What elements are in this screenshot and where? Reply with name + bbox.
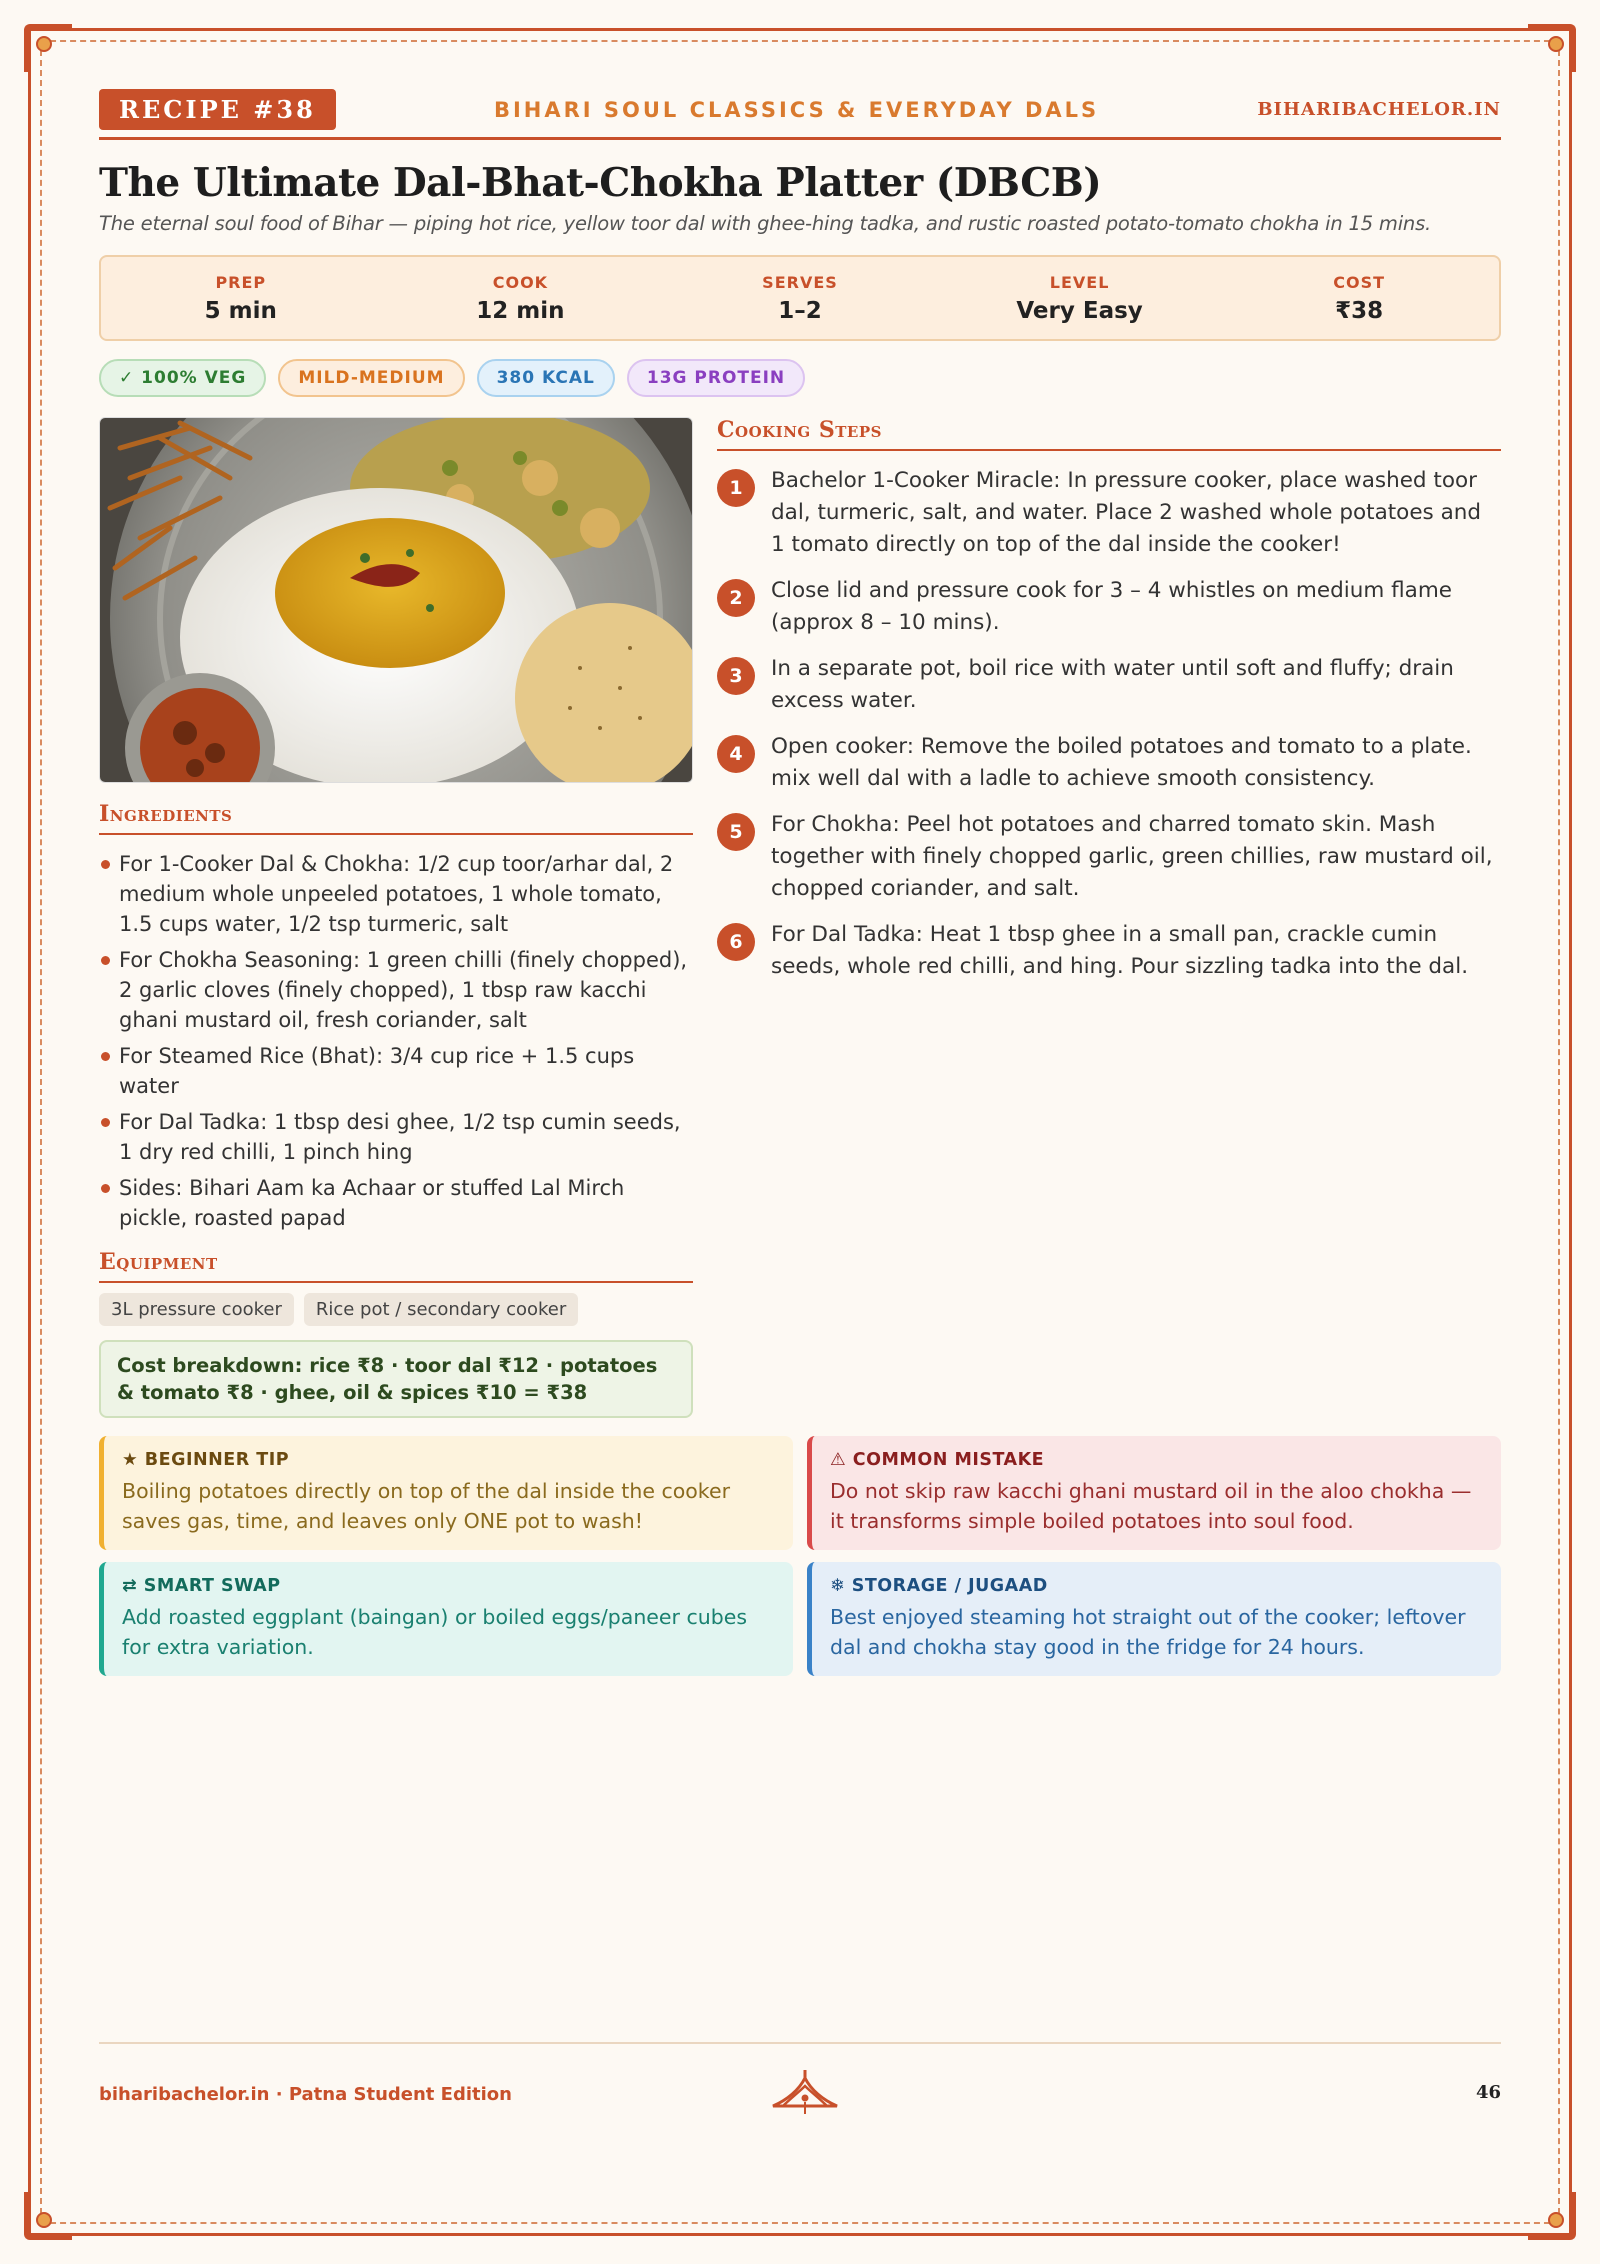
ingredient-item: For 1-Cooker Dal & Chokha: 1/2 cup toor/arhar dal, 2 medium whole unpeeled potatoes, 1 whole tomato, 1.5 cups water, 1/2 tsp turmeric, salt <box>99 849 693 939</box>
step-text: For Dal Tadka: Heat 1 tbsp ghee in a small pan, crackle cumin seeds, whole red chilli, and hing. Pour sizzling tadka into the dal. <box>771 922 1469 979</box>
page-footer <box>99 2042 1501 2142</box>
step-text: Open cooker: Remove the boiled potatoes and tomato to a plate. mix well dal with a ladle to achieve smooth consistency. <box>771 734 1472 791</box>
meta-value: Very Easy <box>1016 297 1143 324</box>
tag-calories: 380 KCAL <box>477 359 615 397</box>
tip-title: ⚠ COMMON MISTAKE <box>830 1450 1045 1470</box>
tips-grid <box>99 1436 1501 1676</box>
tag-spice-level: MILD-MEDIUM <box>278 359 464 397</box>
step-text: In a separate pot, boil rice with water until soft and fluffy; drain excess water. <box>771 656 1454 713</box>
tip-title: ❄ STORAGE / JUGAAD <box>830 1576 1048 1596</box>
equipment-heading: Equipment <box>99 1249 693 1283</box>
ingredient-item: For Dal Tadka: 1 tbsp desi ghee, 1/2 tsp cumin seeds, 1 dry red chilli, 1 pinch hing <box>99 1107 693 1167</box>
step-number: 2 <box>717 579 755 617</box>
meta-label: COST <box>1333 272 1386 292</box>
tag-protein: 13G PROTEIN <box>627 359 805 397</box>
recipe-title: The Ultimate Dal-Bhat-Chokha Platter (DBCB) <box>99 160 1102 206</box>
meta-value: 12 min <box>476 297 565 324</box>
step-number: 6 <box>717 923 755 961</box>
step-number: 4 <box>717 735 755 773</box>
step-number: 1 <box>717 469 755 507</box>
tag-veg: ✓ 100% VEG <box>99 359 266 397</box>
meta-value: ₹38 <box>1335 297 1384 324</box>
meta-level <box>940 273 1220 324</box>
content-columns <box>99 417 1501 1418</box>
meta-label: LEVEL <box>1049 272 1110 292</box>
tip-body: Boiling potatoes directly on top of the dal inside the cooker saves gas, time, and leaves only ONE pot to wash! <box>122 1479 730 1533</box>
step-item <box>717 575 1501 639</box>
step-item <box>717 465 1501 561</box>
site-name[interactable]: BIHARIBACHELOR.IN <box>1257 99 1501 120</box>
ingredients-list <box>99 849 693 1233</box>
equipment-chip: 3L pressure cooker <box>99 1293 294 1326</box>
tip-title: ★ BEGINNER TIP <box>122 1450 290 1470</box>
ingredient-item: For Chokha Seasoning: 1 green chilli (finely chopped), 2 garlic cloves (finely chopped), 1 tbsp raw kacchi ghani mustard oil, fresh coriander, salt <box>99 945 693 1035</box>
ingredient-item: For Steamed Rice (Bhat): 3/4 cup rice + 1.5 cups water <box>99 1041 693 1101</box>
meta-serves <box>660 273 940 324</box>
dal-bhat-chokha-plate-image <box>100 418 693 783</box>
right-column <box>717 417 1501 1418</box>
step-item <box>717 919 1501 983</box>
temple-arch-logo-icon <box>769 2068 841 2122</box>
common-mistake-card <box>807 1436 1501 1550</box>
corner-dot-tr <box>1548 36 1564 52</box>
step-item <box>717 809 1501 905</box>
equipment-chip: Rice pot / secondary cooker <box>304 1293 578 1326</box>
storage-jugaad-card <box>807 1562 1501 1676</box>
step-item <box>717 731 1501 795</box>
step-text: Close lid and pressure cook for 3 – 4 whistles on medium flame (approx 8 – 10 mins). <box>771 578 1452 635</box>
footer-site-edition[interactable]: biharibachelor.in · Patna Student Edition <box>99 2084 512 2105</box>
step-text: Bachelor 1-Cooker Miracle: In pressure cooker, place washed toor dal, turmeric, salt, and water. Place 2 washed whole potatoes and 1 tomato directly on top of the dal inside the cooker! <box>771 468 1482 557</box>
beginner-tip-card <box>99 1436 793 1550</box>
tip-title: ⇄ SMART SWAP <box>122 1576 281 1596</box>
left-column <box>99 417 693 1418</box>
step-text: For Chokha: Peel hot potatoes and charred tomato skin. Mash together with finely chopped garlic, green chillies, raw mustard oil, chopped coriander, and salt. <box>771 812 1493 901</box>
step-number: 5 <box>717 813 755 851</box>
tip-body: Do not skip raw kacchi ghani mustard oil in the aloo chokha — it transforms simple boiled potatoes into soul food. <box>830 1479 1472 1533</box>
tip-body: Add roasted eggplant (baingan) or boiled eggs/paneer cubes for extra variation. <box>122 1605 748 1659</box>
recipe-number-badge: RECIPE #38 <box>99 89 336 130</box>
recipe-meta-bar <box>99 255 1501 341</box>
smart-swap-card <box>99 1562 793 1676</box>
series-title: BIHARI SOUL CLASSICS & EVERYDAY DALS <box>493 97 1100 122</box>
meta-value: 5 min <box>204 297 277 324</box>
meta-prep <box>101 273 381 324</box>
ingredient-item: Sides: Bihari Aam ka Achaar or stuffed Lal Mirch pickle, roasted papad <box>99 1173 693 1233</box>
corner-dot-bl <box>36 2212 52 2228</box>
meta-cook <box>381 273 661 324</box>
cooking-steps-list <box>717 465 1501 983</box>
meta-label: PREP <box>215 272 267 292</box>
page-header <box>99 90 1501 140</box>
meta-cost <box>1219 273 1499 324</box>
recipe-subtitle: The eternal soul food of Bihar — piping hot rice, yellow toor dal with ghee-hing tadka, and rustic roasted potato-tomato chokha in 15 mins. <box>99 212 1432 235</box>
step-item <box>717 653 1501 717</box>
ingredients-heading: Ingredients <box>99 801 693 835</box>
cost-breakdown: Cost breakdown: rice ₹8 · toor dal ₹12 · potatoes & tomato ₹8 · ghee, oil & spices ₹10 = ₹38 <box>99 1340 693 1418</box>
dish-photo <box>99 417 693 783</box>
tip-body: Best enjoyed steaming hot straight out of the cooker; leftover dal and chokha stay good in the fridge for 24 hours. <box>830 1605 1466 1659</box>
meta-label: SERVES <box>762 272 838 292</box>
recipe-page <box>99 90 1501 2170</box>
meta-label: COOK <box>492 272 549 292</box>
corner-dot-br <box>1548 2212 1564 2228</box>
step-number: 3 <box>717 657 755 695</box>
meta-value: 1–2 <box>778 297 822 324</box>
page-number: 46 <box>1475 2082 1501 2103</box>
equipment-list <box>99 1293 693 1326</box>
diet-tags <box>99 359 1501 397</box>
steps-heading: Cooking Steps <box>717 417 1501 451</box>
corner-dot-tl <box>36 36 52 52</box>
